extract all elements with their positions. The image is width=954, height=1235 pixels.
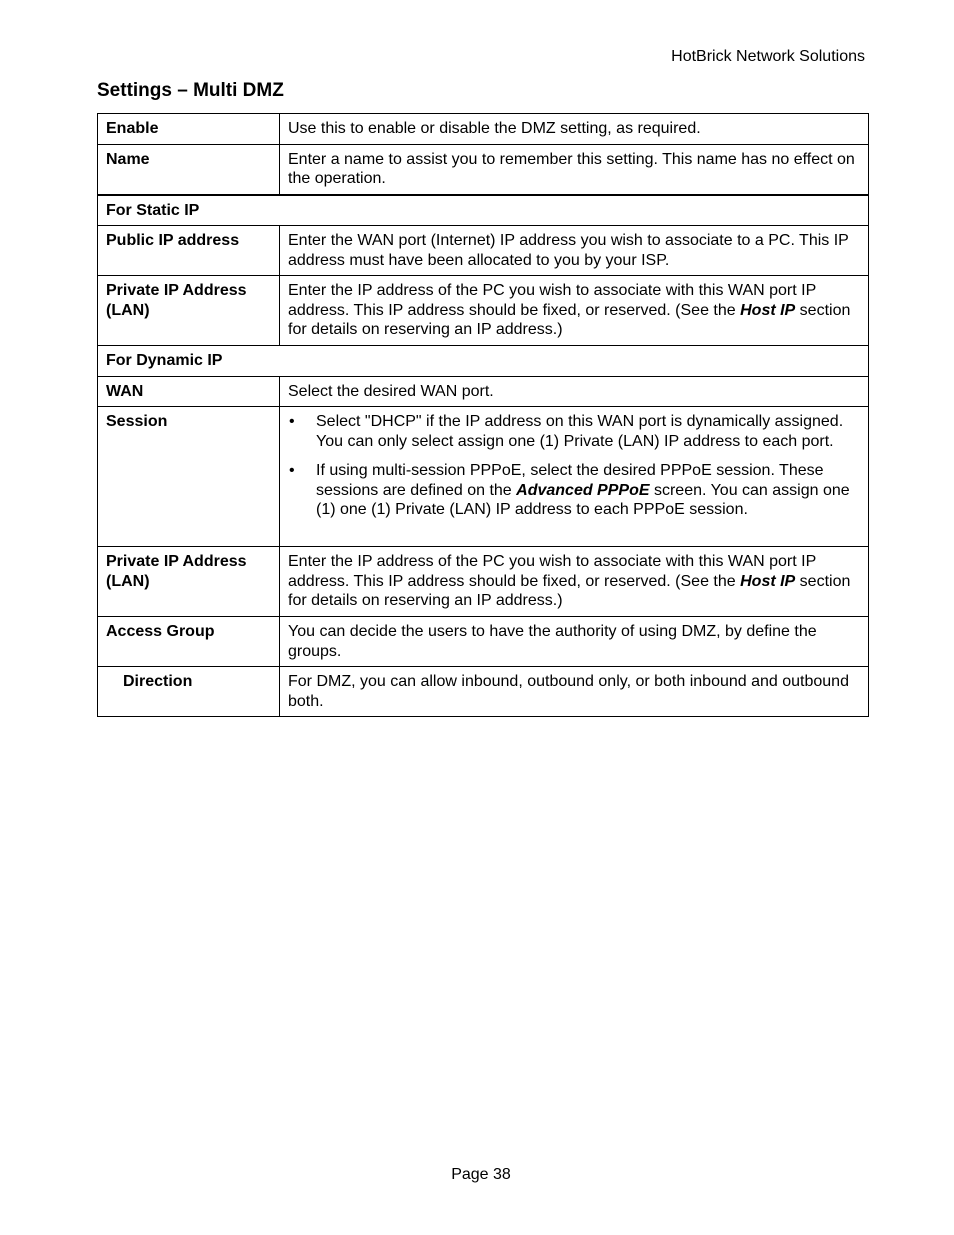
table-row <box>98 226 869 276</box>
desc-text: Enter the IP address of the PC you wish to associate with this WAN port IP address. This IP address should be fixed, or reserved. (See the <box>288 553 816 590</box>
advanced-pppoe-reference: Advanced PPPoE <box>516 481 650 499</box>
host-ip-reference: Host IP <box>740 572 796 590</box>
table-row <box>98 376 869 407</box>
page-number: Page 38 <box>451 1166 511 1183</box>
row-key: WAN <box>98 376 280 407</box>
host-ip-reference: Host IP <box>740 301 796 319</box>
row-desc: Enter a name to assist you to remember this setting. This name has no effect on the operation. <box>280 144 869 195</box>
section-heading: For Static IP <box>98 195 869 226</box>
table-row <box>98 617 869 667</box>
desc-text: screen. You can assign one (1) one (1) Private (LAN) IP address to each PPPoE session. <box>316 481 850 518</box>
row-key: Session <box>98 407 280 547</box>
section-row <box>98 195 869 226</box>
table-row <box>98 667 869 717</box>
page-header: HotBrick Network Solutions <box>671 48 865 65</box>
table-row <box>98 114 869 145</box>
row-key: Name <box>98 144 280 195</box>
desc-text: section for details on reserving an IP address.) <box>288 572 851 609</box>
section-title: Settings – Multi DMZ <box>97 80 284 101</box>
desc-text: Enter the IP address of the PC you wish to associate with this WAN port IP address. This IP address should be fixed, or reserved. (See the <box>288 282 816 319</box>
section-row <box>98 346 869 377</box>
bullet-item <box>316 461 860 520</box>
row-desc: You can decide the users to have the authority of using DMZ, by define the groups. <box>280 617 869 667</box>
bullet-list <box>288 412 860 520</box>
table-row <box>98 407 869 547</box>
settings-table <box>97 113 869 717</box>
row-desc <box>280 547 869 617</box>
bullet-item: • Select "DHCP" if the IP address on this WAN port is dynamically assigned. You can only select assign one (1) Private (LAN) IP address to each port. <box>316 412 860 451</box>
row-key: Direction <box>98 667 280 717</box>
row-desc: Enter the WAN port (Internet) IP address you wish to associate to a PC. This IP address must have been allocated to you by your ISP. <box>280 226 869 276</box>
row-desc: Use this to enable or disable the DMZ setting, as required. <box>280 114 869 145</box>
table-row <box>98 276 869 346</box>
row-desc <box>280 276 869 346</box>
row-desc: Select the desired WAN port. <box>280 376 869 407</box>
table-row <box>98 547 869 617</box>
desc-text: section for details on reserving an IP address.) <box>288 301 851 338</box>
row-key: Enable <box>98 114 280 145</box>
table-row <box>98 144 869 195</box>
row-desc: For DMZ, you can allow inbound, outbound only, or both inbound and outbound both. <box>280 667 869 717</box>
row-key: Access Group <box>98 617 280 667</box>
row-key: Public IP address <box>98 226 280 276</box>
row-desc <box>280 407 869 547</box>
row-key: Private IP Address (LAN) <box>98 276 280 346</box>
row-key: Private IP Address (LAN) <box>98 547 280 617</box>
desc-text: If using multi-session PPPoE, select the desired PPPoE session. These sessions are defined on the <box>316 462 824 499</box>
section-heading: For Dynamic IP <box>98 346 869 377</box>
